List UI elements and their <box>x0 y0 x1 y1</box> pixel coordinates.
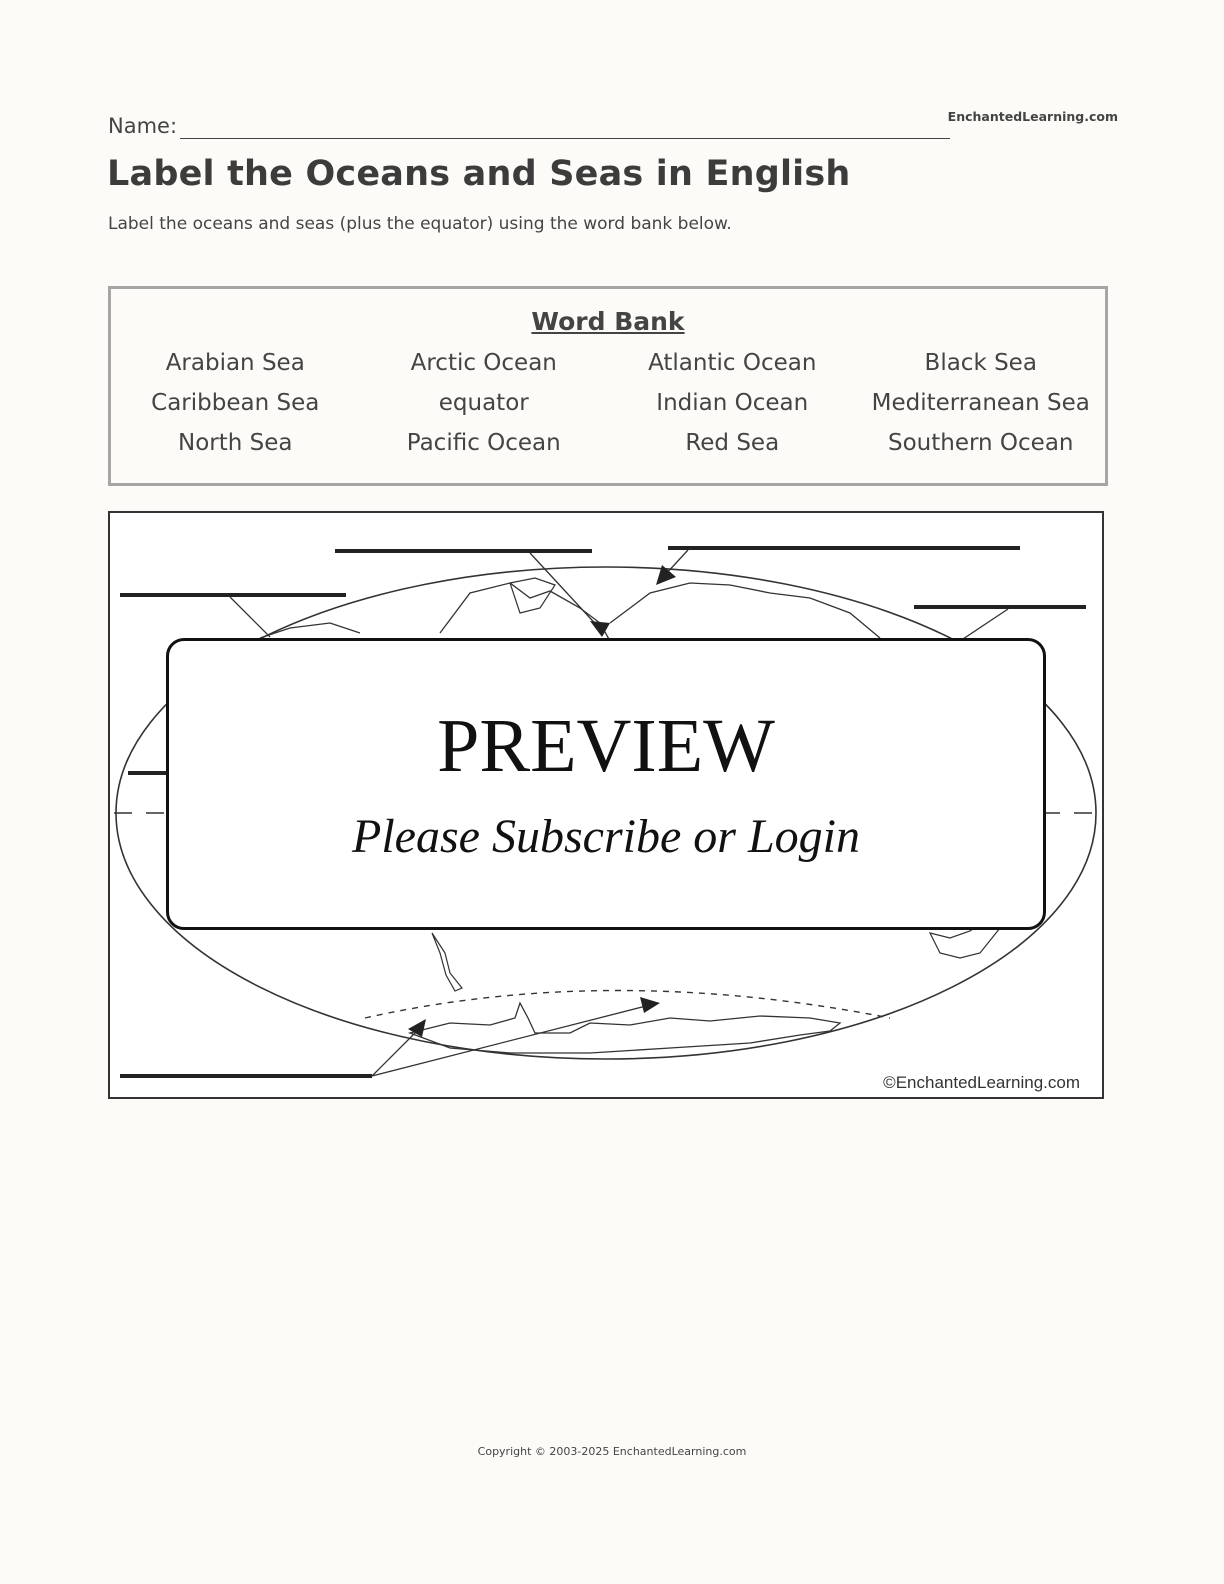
name-row <box>108 108 1118 144</box>
south-america-tip <box>432 933 462 991</box>
instructions: Label the oceans and seas (plus the equator) using the word bank below. <box>108 214 732 234</box>
word-bank-word: Atlantic Ocean <box>648 350 817 376</box>
asia-shape <box>610 583 880 638</box>
arrowhead <box>408 1019 426 1037</box>
pointer-line <box>960 609 1008 641</box>
pointer-line <box>530 553 602 631</box>
page-title: Label the Oceans and Seas in English <box>107 154 851 194</box>
word-bank-word: Black Sea <box>924 350 1037 376</box>
word-bank-title: Word Bank <box>531 307 685 336</box>
word-bank-grid <box>111 349 1105 457</box>
word-bank-word: North Sea <box>178 430 293 456</box>
preview-overlay[interactable] <box>166 638 1046 930</box>
americas-shape <box>260 623 360 638</box>
greenland-shape <box>510 578 555 613</box>
word-bank <box>108 286 1108 486</box>
word-bank-word: Arabian Sea <box>165 350 305 376</box>
map-credit: ©EnchantedLearning.com <box>883 1073 1080 1092</box>
site-brand[interactable]: EnchantedLearning.com <box>947 109 1118 124</box>
antarctica-shape <box>410 1003 840 1053</box>
word-bank-word: Southern Ocean <box>887 430 1074 456</box>
word-bank-word: equator <box>438 390 529 416</box>
name-label: Name: <box>108 114 178 138</box>
pointer-line <box>372 1005 650 1076</box>
word-bank-word: Pacific Ocean <box>406 430 561 456</box>
antarctic-dotted-line <box>365 991 890 1019</box>
word-bank-word: Mediterranean Sea <box>871 390 1090 416</box>
word-bank-word: Arctic Ocean <box>410 350 557 376</box>
word-bank-word: Red Sea <box>685 430 780 456</box>
pointer-line <box>230 597 270 637</box>
word-bank-word: Indian Ocean <box>656 390 809 416</box>
footer-copyright: Copyright © 2003-2025 EnchantedLearning.com <box>477 1445 747 1458</box>
name-blank-line <box>180 138 950 139</box>
preview-title: PREVIEW <box>437 704 775 788</box>
word-bank-word: Caribbean Sea <box>151 390 320 416</box>
arrowhead <box>640 997 660 1013</box>
subscribe-login-prompt[interactable]: Please Subscribe or Login <box>352 810 860 863</box>
